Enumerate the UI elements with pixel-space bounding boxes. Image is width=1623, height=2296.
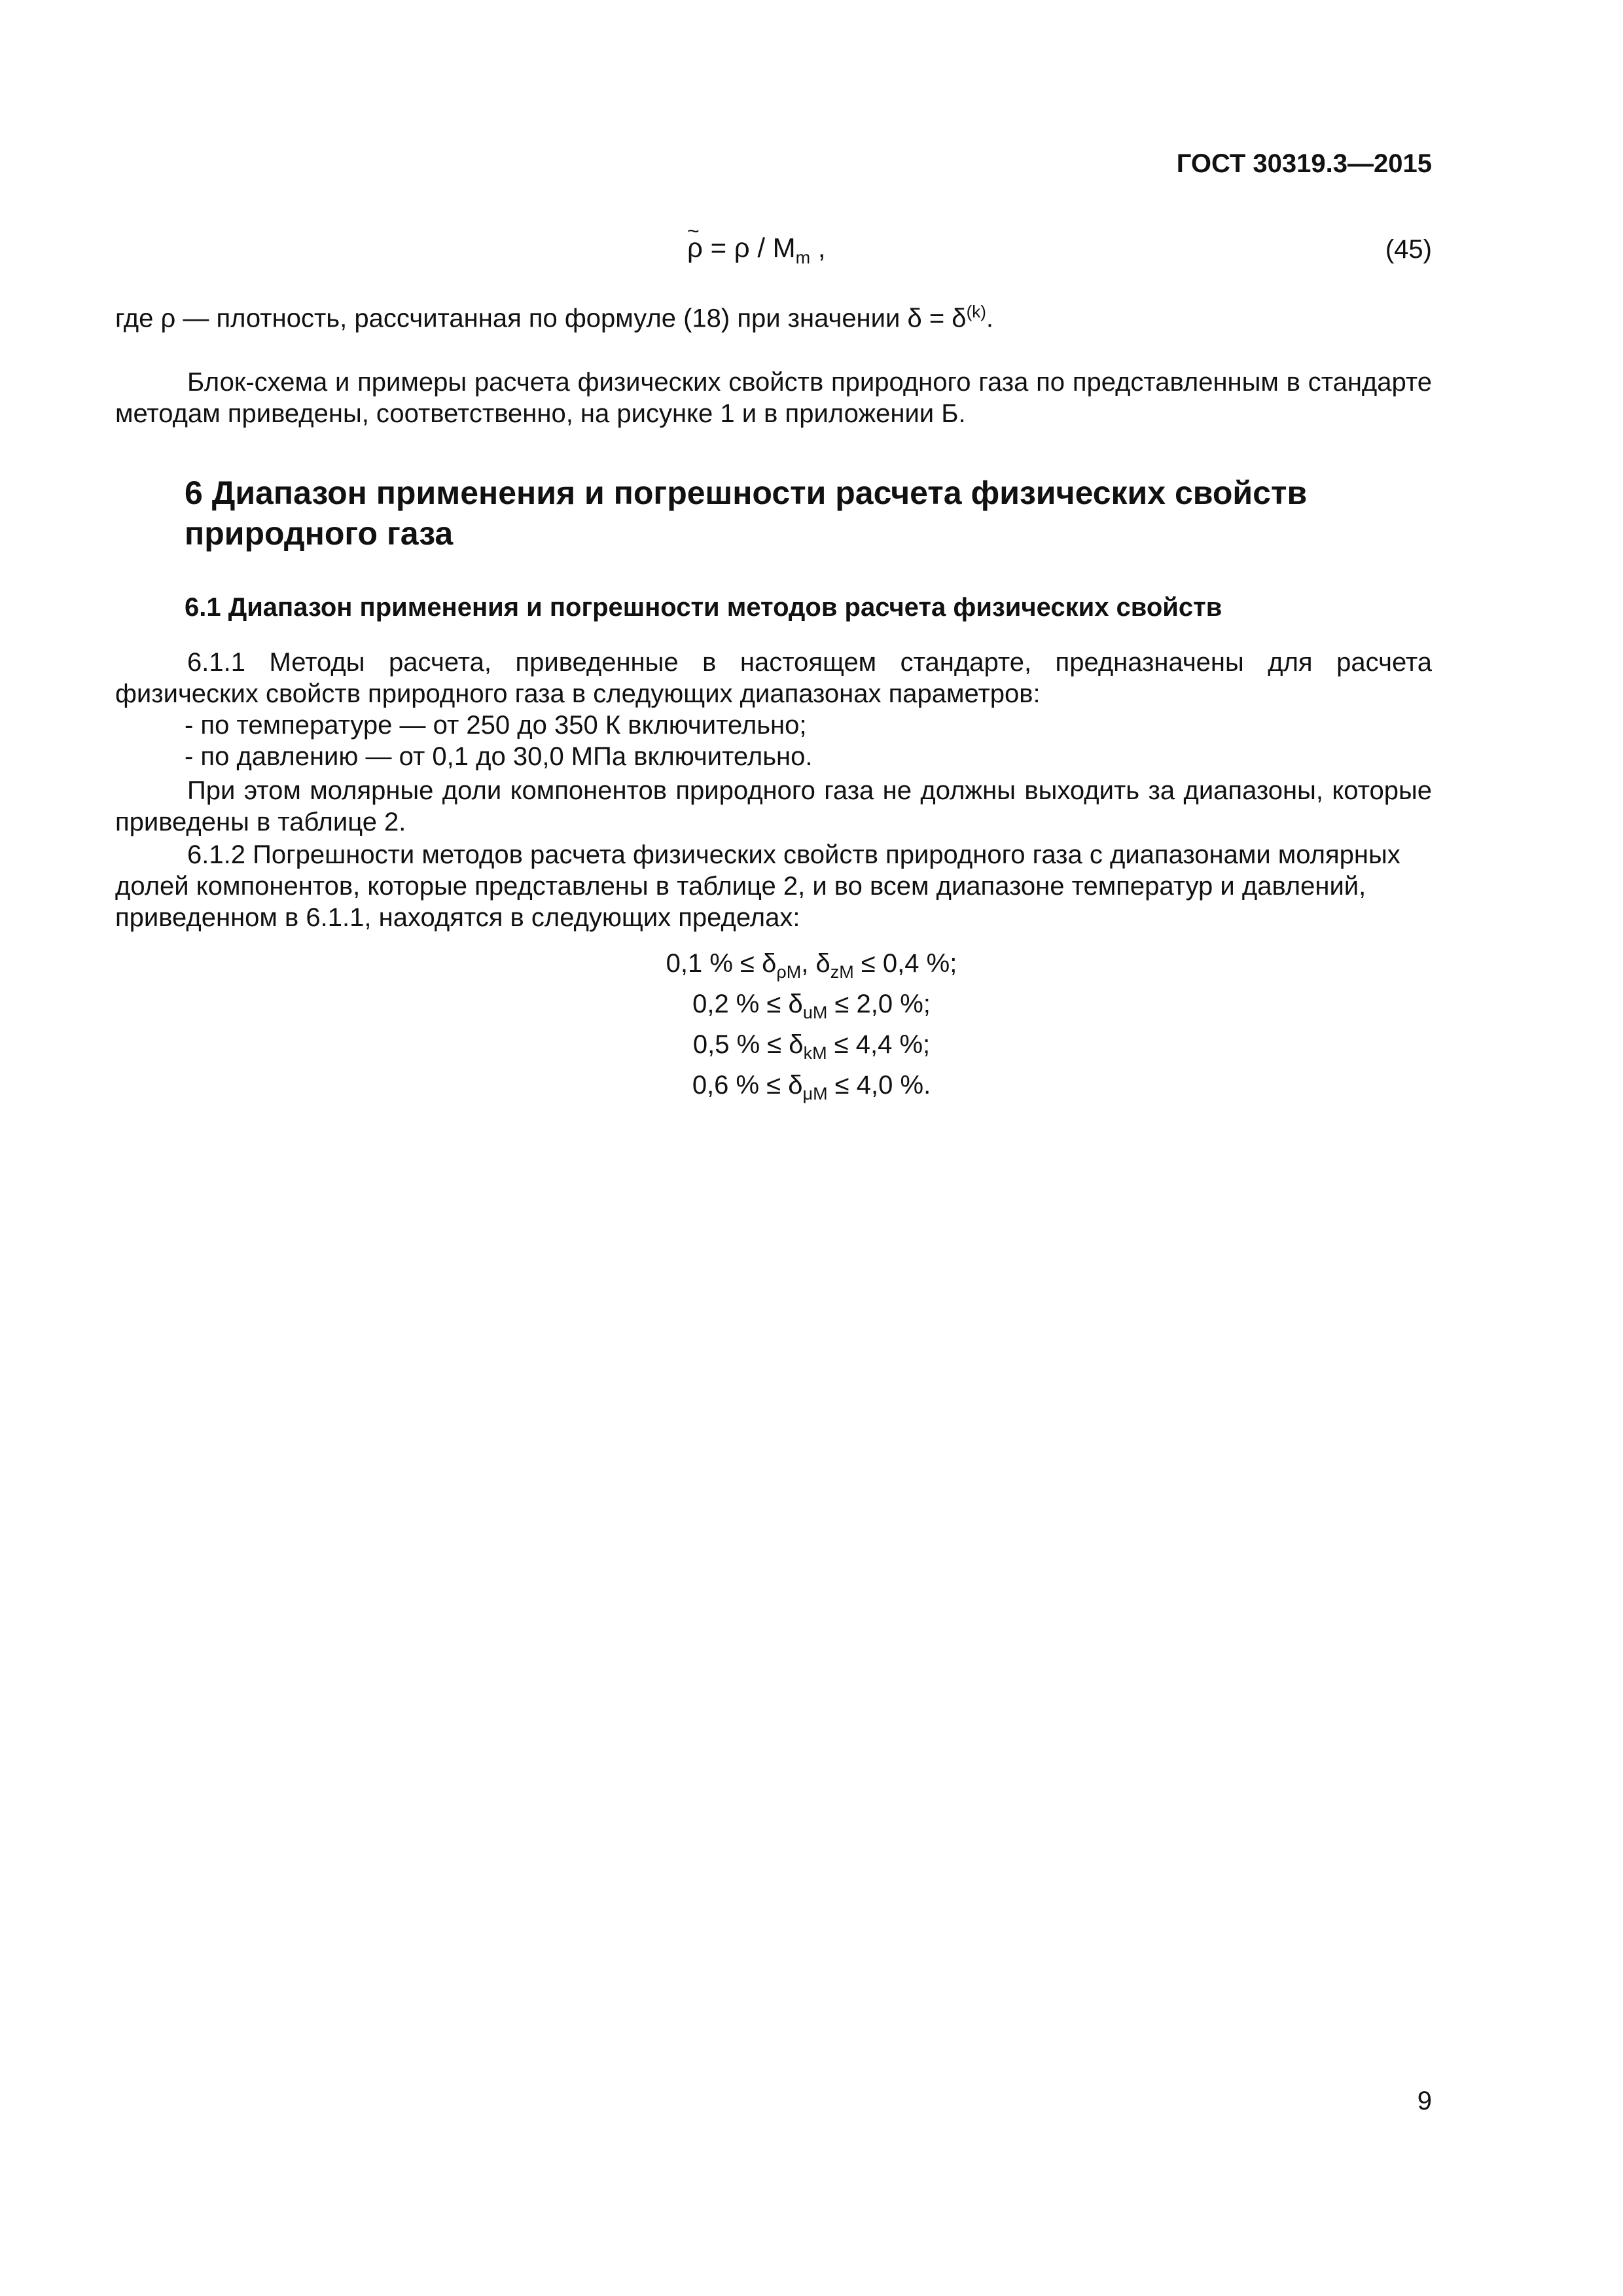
formula-rhs: = ρ / M bbox=[702, 232, 796, 263]
paragraph-6-1-1: 6.1.1 Методы расчета, приведенные в настоящем стандарте, предназначены для расчета физических свойств природного газа в следующих диапазонах параметров: bbox=[115, 648, 1432, 708]
formula-45 bbox=[687, 232, 826, 268]
molar-fraction-paragraph: При этом молярные доли компонентов природного газа не должны выходить за диапазоны, которые приведены в таблице 2. bbox=[115, 776, 1432, 836]
formula-tail: , bbox=[810, 232, 826, 263]
condition-viscosity: 0,6 % ≤ $\delta_{\mu М} \le 4,0$ %. bbox=[692, 1071, 931, 1103]
formula-sub: m bbox=[795, 247, 811, 268]
section-6-heading: 6 Диапазон применения и погрешности расчета физических свойств природного газа bbox=[185, 475, 1308, 552]
list-item-temperature: - по температуре — от 250 до 350 К включительно; bbox=[185, 711, 807, 740]
condition-adiabatic: 0,5 % ≤ $\delta_{kМ} \le 4,4$ %; bbox=[692, 1030, 931, 1063]
list-item-pressure: - по давлению — от 0,1 до 30,0 МПа включительно. bbox=[185, 742, 813, 771]
condition-density-z: 0,1 % ≤ $\delta_{\rho М}$, $\delta_{zМ} \le 0,4$ %; bbox=[666, 949, 957, 982]
condition-sound-speed: 0,2 % ≤ $\delta_{uМ} \le 2,0$ %; bbox=[692, 990, 931, 1022]
where-clause: где ρ — плотность, рассчитанная по формуле (18) при значении $\delta = \delta^{(k)}$. bbox=[115, 302, 994, 333]
equation-number: (45) bbox=[1385, 235, 1432, 264]
page-number: 9 bbox=[1417, 2087, 1432, 2115]
paragraph-6-1-2: 6.1.2 Погрешности методов расчета физических свойств природного газа с диапазонами молярных долей компонентов, которые представлены в таблице 2, и во всем диапазоне температур и давлений, приведенном в 6.1.1, находятся в следующих пределах: bbox=[115, 840, 1400, 932]
standard-designation: ГОСТ 30319.3—2015 bbox=[1176, 149, 1432, 178]
section-6-1-heading: 6.1 Диапазон применения и погрешности методов расчета физических свойств bbox=[185, 593, 1222, 622]
block-schema-paragraph: Блок-схема и примеры расчета физических свойств природного газа по представленным в стандарте методам приведены, соответственно, на рисунке 1 и в приложении Б. bbox=[115, 368, 1432, 428]
rho-tilde: ~ ρ bbox=[687, 232, 703, 264]
